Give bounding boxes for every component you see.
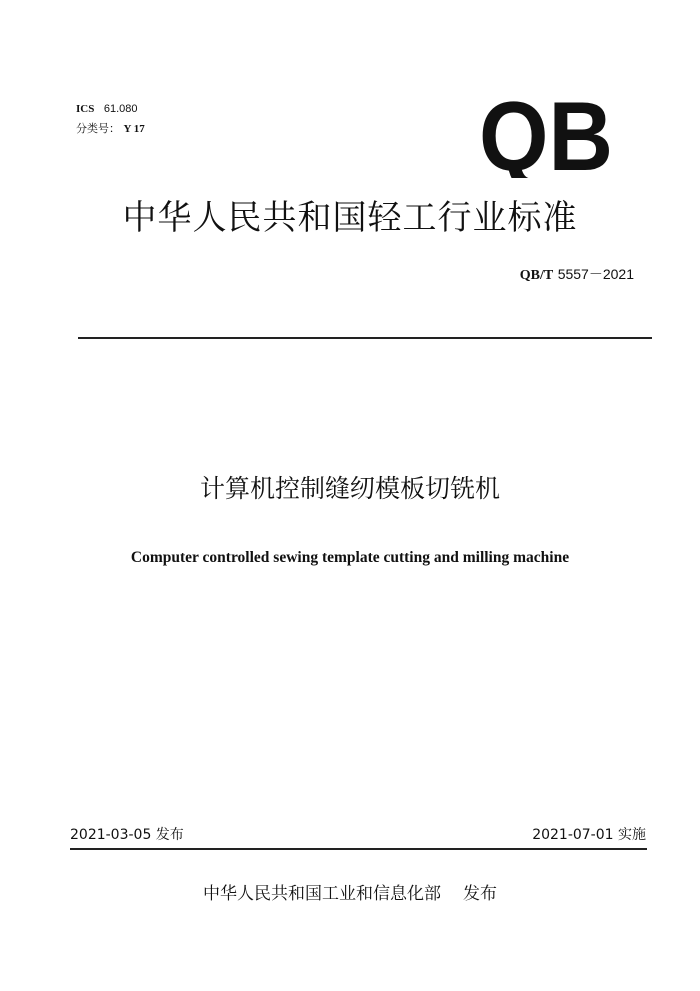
standard-code <box>520 264 634 284</box>
top-divider <box>78 337 652 339</box>
ics-line <box>76 102 138 116</box>
standard-code-number: 5557－2021 <box>557 266 634 282</box>
standard-code-prefix: QB/T <box>519 268 554 283</box>
qb-logo-graphic <box>476 96 616 178</box>
category-line <box>76 122 145 136</box>
issue-date: 2021-03-05 发布 <box>70 827 184 843</box>
document-title-en: Computer controlled sewing template cutting and milling machine <box>130 549 570 566</box>
implementation-date: 2021-07-01 实施 <box>532 827 646 843</box>
ics-code: 61.080 <box>103 103 138 115</box>
category-label: 分类号： <box>76 123 120 135</box>
issuer-line <box>0 879 700 904</box>
bottom-divider <box>70 848 647 850</box>
document-title-zh: 计算机控制缝纫模板切铣机 <box>199 474 500 503</box>
ics-label: ICS <box>76 103 95 115</box>
qb-logo-text: QB <box>479 96 613 178</box>
category-code: Y 17 <box>123 123 145 135</box>
standard-title: 中华人民共和国轻工行业标准 <box>122 198 578 238</box>
issuer-action: 发布 <box>463 884 497 904</box>
issuer-name: 中华人民共和国工业和信息化部 <box>203 884 441 904</box>
qb-logo <box>476 96 616 178</box>
